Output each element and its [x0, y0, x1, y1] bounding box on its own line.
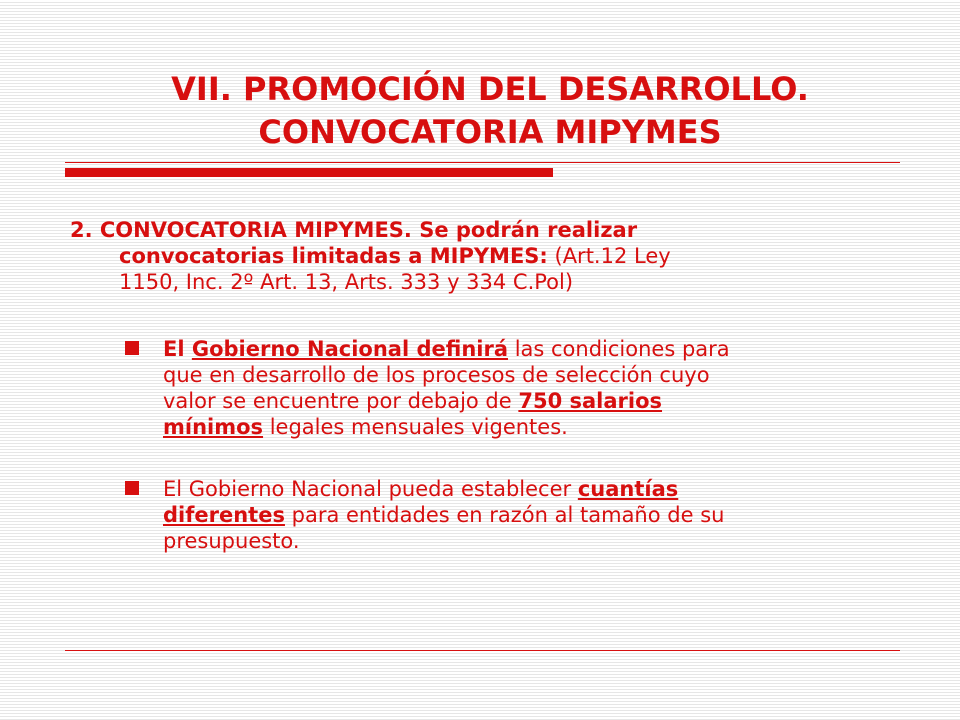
bullet-2-underlined-1: cuantías: [577, 477, 679, 501]
slide-title-line-1: VII. PROMOCIÓN DEL DESARROLLO.: [171, 70, 809, 108]
bullet-1-underlined-2: 750 salarios: [518, 389, 663, 413]
heading-line-2: [70, 243, 870, 269]
bullet-1-line-1-rest: las condiciones para: [508, 337, 730, 361]
heading-line-2-normal: (Art.12 Ley: [547, 244, 671, 268]
bullet-item: [125, 476, 905, 554]
title-thick-divider: [65, 168, 553, 177]
bullet-text: [163, 336, 905, 440]
bullet-1-line-4-rest: legales mensuales vigentes.: [263, 415, 568, 439]
title-thin-divider: [65, 162, 900, 163]
footer-divider: [65, 650, 900, 651]
bullet-1-line-1: [163, 336, 905, 362]
heading-line-1-bold: 2. CONVOCATORIA MIPYMES. Se podrán realizar: [70, 218, 638, 242]
heading-line-3: 1150, Inc. 2º Art. 13, Arts. 333 y 334 C.Pol): [119, 270, 574, 294]
bullet-1-line-3: [163, 388, 905, 414]
section-heading: [70, 217, 870, 295]
square-bullet-icon: [125, 341, 139, 355]
bullet-1-underlined-3: mínimos: [163, 415, 264, 439]
bullet-item: [125, 336, 905, 440]
heading-line-1: [70, 217, 870, 243]
bullet-2-underlined-2: diferentes: [163, 503, 285, 527]
slide-title-line-2: CONVOCATORIA MIPYMES: [258, 113, 722, 151]
bullet-1-line-2: que en desarrollo de los procesos de selección cuyo: [163, 363, 710, 387]
bullet-2-line-1: [163, 476, 905, 502]
bullet-1-line-4: [163, 414, 905, 440]
bullet-text: [163, 476, 905, 554]
bullet-2-line-2-rest: para entidades en razón al tamaño de su: [284, 503, 725, 527]
heading-line-2-bold: convocatorias limitadas a MIPYMES:: [119, 244, 548, 268]
bullet-2-line-1-pre: El Gobierno Nacional pueda establecer: [163, 477, 578, 501]
bullet-2-line-3: presupuesto.: [163, 529, 300, 553]
square-bullet-icon: [125, 481, 139, 495]
bullet-1-underlined-1: Gobierno Nacional definirá: [191, 337, 509, 361]
bullet-1-line-3-pre: valor se encuentre por debajo de: [163, 389, 519, 413]
slide-title: [60, 68, 920, 154]
bullet-2-line-2: [163, 502, 905, 528]
bullet-1-bold: El: [163, 337, 192, 361]
